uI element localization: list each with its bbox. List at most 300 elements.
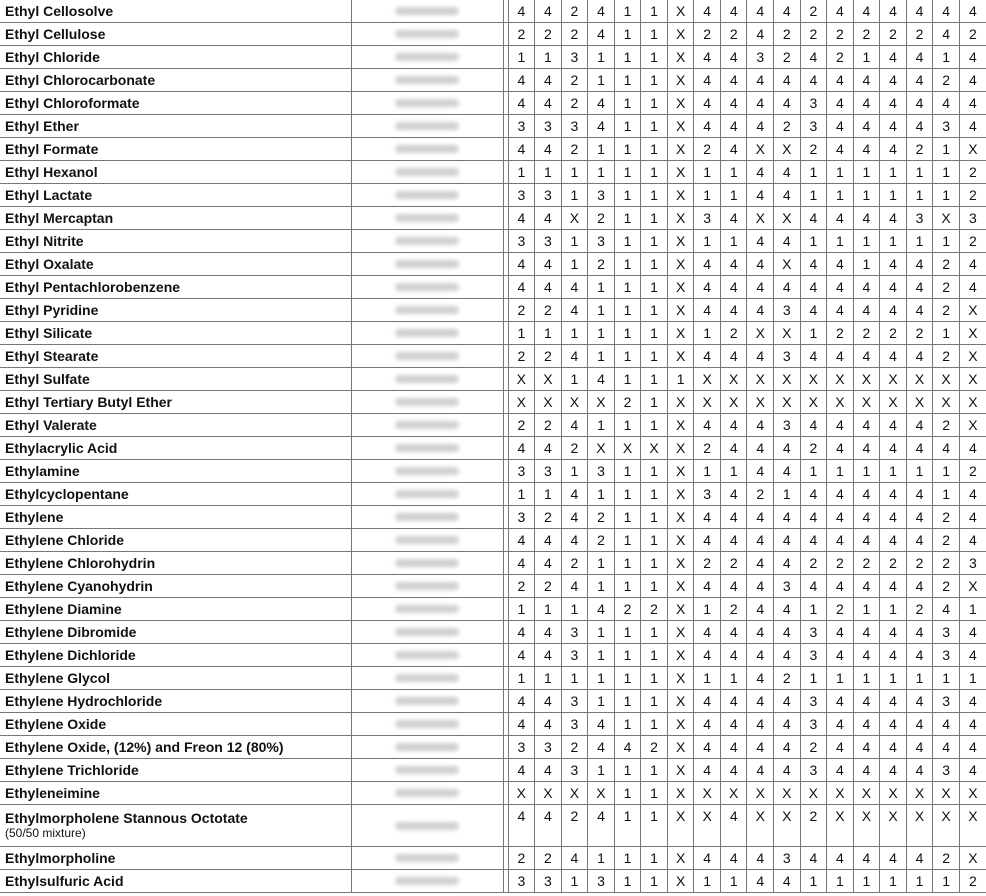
rating-cell: 1: [614, 276, 641, 299]
rating-cell: 4: [853, 299, 880, 322]
rating-cell: 4: [747, 23, 774, 46]
rating-cell: 1: [853, 161, 880, 184]
rating-cell: 1: [614, 368, 641, 391]
table-row: [0, 69, 986, 92]
rating-cell: X: [667, 345, 694, 368]
rating-cell: X: [827, 805, 854, 847]
chemical-name-cell: [0, 184, 351, 207]
blurred-cas-number: [395, 513, 459, 521]
rating-cell: 3: [774, 414, 801, 437]
table-row: [0, 805, 986, 847]
rating-cell: 1: [614, 782, 641, 805]
rating-cell: 3: [906, 207, 933, 230]
chemical-name-cell: [0, 69, 351, 92]
rating-cell: 3: [561, 115, 588, 138]
rating-cell: 1: [641, 92, 668, 115]
rating-cell: 1: [933, 870, 960, 893]
rating-cell: 4: [747, 552, 774, 575]
rating-cell: X: [933, 391, 960, 414]
rating-cell: X: [720, 368, 747, 391]
rating-cell: 1: [614, 460, 641, 483]
rating-cell: 4: [880, 621, 907, 644]
rating-cell: X: [667, 759, 694, 782]
rating-cell: 4: [720, 276, 747, 299]
cas-number-cell-redacted: [351, 759, 503, 782]
rating-cell: 1: [641, 184, 668, 207]
rating-cell: 4: [880, 115, 907, 138]
blurred-cas-number: [395, 260, 459, 268]
rating-cell: 4: [774, 69, 801, 92]
rating-cell: X: [880, 805, 907, 847]
rating-cell: 1: [508, 667, 535, 690]
rating-cell: 2: [906, 598, 933, 621]
rating-cell: 4: [880, 0, 907, 23]
rating-cell: 4: [588, 115, 615, 138]
rating-cell: 4: [880, 644, 907, 667]
rating-cell: X: [667, 207, 694, 230]
rating-cell: 4: [906, 847, 933, 870]
rating-cell: 2: [694, 23, 721, 46]
rating-cell: 2: [535, 299, 562, 322]
rating-cell: 4: [535, 92, 562, 115]
rating-cell: 1: [827, 870, 854, 893]
rating-cell: 1: [641, 207, 668, 230]
rating-cell: 1: [588, 667, 615, 690]
rating-cell: 1: [880, 460, 907, 483]
rating-cell: 2: [614, 598, 641, 621]
rating-cell: X: [667, 276, 694, 299]
rating-cell: 4: [774, 870, 801, 893]
rating-cell: 3: [933, 115, 960, 138]
rating-cell: 4: [853, 69, 880, 92]
rating-cell: X: [933, 782, 960, 805]
cas-number-cell-redacted: [351, 138, 503, 161]
rating-cell: 4: [747, 230, 774, 253]
chemical-name: Ethylene Trichloride: [5, 761, 139, 778]
rating-cell: 1: [906, 667, 933, 690]
rating-cell: X: [853, 391, 880, 414]
rating-cell: 4: [906, 276, 933, 299]
rating-cell: 4: [906, 299, 933, 322]
rating-cell: 4: [959, 506, 986, 529]
blurred-cas-number: [395, 743, 459, 751]
rating-cell: 3: [508, 736, 535, 759]
rating-cell: 1: [933, 184, 960, 207]
rating-cell: 4: [827, 414, 854, 437]
rating-cell: X: [667, 299, 694, 322]
rating-cell: 4: [774, 690, 801, 713]
blurred-cas-number: [395, 168, 459, 176]
rating-cell: X: [641, 437, 668, 460]
rating-cell: 1: [906, 161, 933, 184]
rating-cell: 1: [588, 414, 615, 437]
rating-cell: 4: [853, 92, 880, 115]
chemical-name-cell: [0, 713, 351, 736]
rating-cell: 1: [906, 230, 933, 253]
rating-cell: 4: [508, 759, 535, 782]
blurred-cas-number: [395, 766, 459, 774]
rating-cell: 1: [588, 299, 615, 322]
rating-cell: 2: [959, 161, 986, 184]
rating-cell: 4: [880, 414, 907, 437]
cas-number-cell-redacted: [351, 230, 503, 253]
blurred-cas-number: [395, 605, 459, 613]
rating-cell: 4: [720, 529, 747, 552]
rating-cell: X: [959, 805, 986, 847]
rating-cell: 2: [561, 23, 588, 46]
cas-number-cell-redacted: [351, 368, 503, 391]
rating-cell: 4: [853, 575, 880, 598]
rating-cell: X: [720, 391, 747, 414]
rating-cell: 4: [747, 506, 774, 529]
rating-cell: 2: [694, 552, 721, 575]
rating-cell: 4: [959, 69, 986, 92]
rating-cell: X: [774, 253, 801, 276]
table-row: [0, 644, 986, 667]
rating-cell: 4: [959, 736, 986, 759]
rating-cell: 1: [561, 667, 588, 690]
rating-cell: 3: [774, 299, 801, 322]
rating-cell: 1: [535, 667, 562, 690]
blurred-cas-number: [395, 536, 459, 544]
rating-cell: X: [800, 391, 827, 414]
table-row: [0, 621, 986, 644]
rating-cell: 2: [880, 552, 907, 575]
table-row: [0, 46, 986, 69]
rating-cell: 4: [906, 0, 933, 23]
rating-cell: 2: [535, 575, 562, 598]
rating-cell: 1: [641, 230, 668, 253]
rating-cell: 1: [827, 667, 854, 690]
rating-cell: 4: [561, 529, 588, 552]
rating-cell: 1: [614, 69, 641, 92]
chemical-name: Ethyl Cellulose: [5, 25, 106, 42]
rating-cell: X: [694, 782, 721, 805]
rating-cell: 1: [933, 161, 960, 184]
rating-cell: 4: [535, 276, 562, 299]
blurred-cas-number: [395, 237, 459, 245]
rating-cell: 1: [641, 529, 668, 552]
chemical-name: Ethyl Tertiary Butyl Ether: [5, 393, 173, 410]
blurred-cas-number: [395, 191, 459, 199]
rating-cell: 1: [774, 483, 801, 506]
rating-cell: 2: [906, 138, 933, 161]
rating-cell: 1: [933, 138, 960, 161]
rating-cell: 3: [933, 759, 960, 782]
rating-cell: 3: [747, 46, 774, 69]
rating-cell: 4: [720, 138, 747, 161]
rating-cell: 4: [959, 529, 986, 552]
chemical-name-cell: [0, 207, 351, 230]
rating-cell: 4: [880, 506, 907, 529]
rating-cell: X: [800, 782, 827, 805]
rating-cell: 4: [588, 805, 615, 847]
rating-cell: 1: [641, 138, 668, 161]
rating-cell: X: [667, 138, 694, 161]
blurred-cas-number: [395, 444, 459, 452]
rating-cell: 4: [720, 759, 747, 782]
rating-cell: 3: [588, 460, 615, 483]
rating-cell: 4: [747, 0, 774, 23]
rating-cell: 4: [720, 115, 747, 138]
rating-cell: 1: [853, 598, 880, 621]
rating-cell: 4: [774, 598, 801, 621]
rating-cell: X: [747, 391, 774, 414]
rating-cell: X: [959, 414, 986, 437]
rating-cell: 1: [561, 460, 588, 483]
rating-cell: 4: [720, 506, 747, 529]
table-row: [0, 690, 986, 713]
rating-cell: 4: [747, 345, 774, 368]
rating-cell: 4: [827, 276, 854, 299]
rating-cell: 4: [827, 69, 854, 92]
rating-cell: 1: [641, 506, 668, 529]
rating-cell: 2: [800, 23, 827, 46]
rating-cell: 1: [614, 161, 641, 184]
rating-cell: 1: [641, 391, 668, 414]
rating-cell: 4: [959, 690, 986, 713]
chemical-name-cell: [0, 552, 351, 575]
rating-cell: 1: [800, 598, 827, 621]
blurred-cas-number: [395, 822, 459, 830]
chemical-name: Ethyl Chloroformate: [5, 94, 140, 111]
rating-cell: 1: [641, 552, 668, 575]
rating-cell: 4: [880, 69, 907, 92]
rating-cell: 4: [827, 437, 854, 460]
rating-cell: 2: [933, 253, 960, 276]
rating-cell: X: [667, 782, 694, 805]
cas-number-cell-redacted: [351, 322, 503, 345]
rating-cell: 2: [933, 847, 960, 870]
rating-cell: 1: [694, 667, 721, 690]
rating-cell: 1: [880, 598, 907, 621]
rating-cell: 4: [535, 529, 562, 552]
rating-cell: 4: [747, 575, 774, 598]
rating-cell: 4: [906, 92, 933, 115]
rating-cell: 2: [561, 437, 588, 460]
rating-cell: 4: [800, 345, 827, 368]
rating-cell: 4: [853, 529, 880, 552]
rating-cell: 1: [508, 598, 535, 621]
rating-cell: 4: [720, 92, 747, 115]
rating-cell: 1: [906, 460, 933, 483]
rating-cell: 4: [508, 92, 535, 115]
cas-number-cell-redacted: [351, 207, 503, 230]
rating-cell: 3: [508, 115, 535, 138]
chemical-name: Ethylene Hydrochloride: [5, 692, 163, 709]
cas-number-cell-redacted: [351, 782, 503, 805]
rating-cell: 4: [880, 253, 907, 276]
chemical-name: Ethyl Valerate: [5, 416, 97, 433]
chemical-name: Ethylene: [5, 508, 64, 525]
rating-cell: 4: [853, 414, 880, 437]
rating-cell: 1: [588, 345, 615, 368]
table-row: [0, 276, 986, 299]
rating-cell: X: [827, 782, 854, 805]
rating-cell: X: [667, 690, 694, 713]
chemical-name: Ethylene Glycol: [5, 669, 111, 686]
chemical-name-cell: [0, 736, 351, 759]
rating-cell: 4: [853, 621, 880, 644]
rating-cell: X: [667, 667, 694, 690]
chemical-name-cell: [0, 506, 351, 529]
rating-cell: 1: [827, 460, 854, 483]
rating-cell: 3: [933, 621, 960, 644]
rating-cell: X: [906, 805, 933, 847]
rating-cell: 4: [800, 483, 827, 506]
rating-cell: 4: [508, 713, 535, 736]
rating-cell: 1: [588, 759, 615, 782]
rating-cell: X: [694, 805, 721, 847]
rating-cell: 4: [720, 644, 747, 667]
rating-cell: 4: [774, 552, 801, 575]
rating-cell: 2: [827, 552, 854, 575]
rating-cell: 4: [880, 92, 907, 115]
rating-cell: 4: [747, 870, 774, 893]
table-row: [0, 92, 986, 115]
rating-cell: 3: [535, 230, 562, 253]
rating-cell: X: [667, 713, 694, 736]
rating-cell: 1: [641, 23, 668, 46]
rating-cell: X: [535, 782, 562, 805]
cas-number-cell-redacted: [351, 621, 503, 644]
rating-cell: X: [747, 368, 774, 391]
table-row: [0, 253, 986, 276]
chemical-name: Ethylmorpholine: [5, 849, 116, 866]
rating-cell: 4: [535, 690, 562, 713]
cas-number-cell-redacted: [351, 345, 503, 368]
rating-cell: 4: [588, 23, 615, 46]
rating-cell: 1: [641, 667, 668, 690]
cas-number-cell-redacted: [351, 391, 503, 414]
rating-cell: 1: [614, 92, 641, 115]
rating-cell: 1: [614, 805, 641, 847]
rating-cell: 4: [959, 713, 986, 736]
blurred-cas-number: [395, 697, 459, 705]
rating-cell: X: [747, 322, 774, 345]
rating-cell: X: [774, 368, 801, 391]
rating-cell: 4: [800, 299, 827, 322]
rating-cell: 4: [508, 644, 535, 667]
rating-cell: 4: [853, 506, 880, 529]
rating-cell: 4: [800, 506, 827, 529]
rating-cell: 4: [880, 437, 907, 460]
rating-cell: 1: [641, 46, 668, 69]
rating-cell: 4: [508, 552, 535, 575]
rating-cell: 4: [800, 529, 827, 552]
chemical-name-cell: [0, 0, 351, 23]
rating-cell: 3: [535, 115, 562, 138]
rating-cell: 4: [694, 759, 721, 782]
rating-cell: 4: [853, 644, 880, 667]
rating-cell: 4: [535, 552, 562, 575]
rating-cell: 1: [641, 847, 668, 870]
rating-cell: X: [959, 575, 986, 598]
rating-cell: 1: [641, 368, 668, 391]
rating-cell: 4: [853, 138, 880, 161]
rating-cell: 4: [694, 713, 721, 736]
rating-cell: X: [853, 805, 880, 847]
rating-cell: 2: [508, 575, 535, 598]
rating-cell: 4: [588, 736, 615, 759]
table-row: [0, 230, 986, 253]
blurred-cas-number: [395, 877, 459, 885]
blurred-cas-number: [395, 306, 459, 314]
chemical-name: Ethyl Hexanol: [5, 163, 98, 180]
rating-cell: 4: [561, 483, 588, 506]
chemical-name: Ethylmorpholene Stannous Octotate: [5, 810, 248, 826]
rating-cell: 1: [641, 69, 668, 92]
chemical-name-cell: [0, 299, 351, 322]
rating-cell: X: [667, 23, 694, 46]
rating-cell: 1: [667, 368, 694, 391]
rating-cell: 2: [933, 276, 960, 299]
rating-cell: 2: [588, 506, 615, 529]
rating-cell: 1: [508, 46, 535, 69]
rating-cell: 1: [641, 805, 668, 847]
rating-cell: 4: [800, 575, 827, 598]
rating-cell: 4: [747, 276, 774, 299]
table-row: [0, 138, 986, 161]
chemical-name-cell: [0, 598, 351, 621]
rating-cell: X: [774, 805, 801, 847]
rating-cell: 1: [614, 847, 641, 870]
cas-number-cell-redacted: [351, 46, 503, 69]
chemical-name-cell: [0, 368, 351, 391]
rating-cell: 1: [800, 230, 827, 253]
rating-cell: 4: [827, 253, 854, 276]
chemical-name-cell: [0, 345, 351, 368]
rating-cell: 1: [614, 253, 641, 276]
rating-cell: 4: [588, 598, 615, 621]
rating-cell: 2: [853, 23, 880, 46]
rating-cell: 2: [588, 253, 615, 276]
rating-cell: 4: [747, 92, 774, 115]
rating-cell: 4: [853, 736, 880, 759]
rating-cell: X: [880, 782, 907, 805]
rating-cell: 1: [614, 552, 641, 575]
rating-cell: 1: [561, 161, 588, 184]
rating-cell: 1: [641, 759, 668, 782]
rating-cell: X: [933, 368, 960, 391]
rating-cell: 1: [641, 115, 668, 138]
rating-cell: 2: [535, 847, 562, 870]
rating-cell: 4: [561, 345, 588, 368]
rating-cell: 4: [853, 713, 880, 736]
rating-cell: 1: [641, 483, 668, 506]
cas-number-cell-redacted: [351, 414, 503, 437]
blurred-cas-number: [395, 628, 459, 636]
rating-cell: 1: [588, 276, 615, 299]
rating-cell: 4: [747, 437, 774, 460]
rating-cell: 4: [880, 299, 907, 322]
blurred-cas-number: [395, 375, 459, 383]
rating-cell: 1: [827, 161, 854, 184]
rating-cell: 1: [641, 575, 668, 598]
rating-cell: 4: [827, 138, 854, 161]
rating-cell: 3: [800, 690, 827, 713]
rating-cell: 4: [853, 483, 880, 506]
table-row: [0, 782, 986, 805]
cas-number-cell-redacted: [351, 870, 503, 893]
rating-cell: 1: [561, 322, 588, 345]
rating-cell: 1: [641, 713, 668, 736]
rating-cell: 2: [800, 138, 827, 161]
rating-cell: 4: [774, 736, 801, 759]
rating-cell: 1: [614, 414, 641, 437]
chemical-name: Ethylene Oxide, (12%) and Freon 12 (80%): [5, 738, 284, 755]
table-row: [0, 115, 986, 138]
